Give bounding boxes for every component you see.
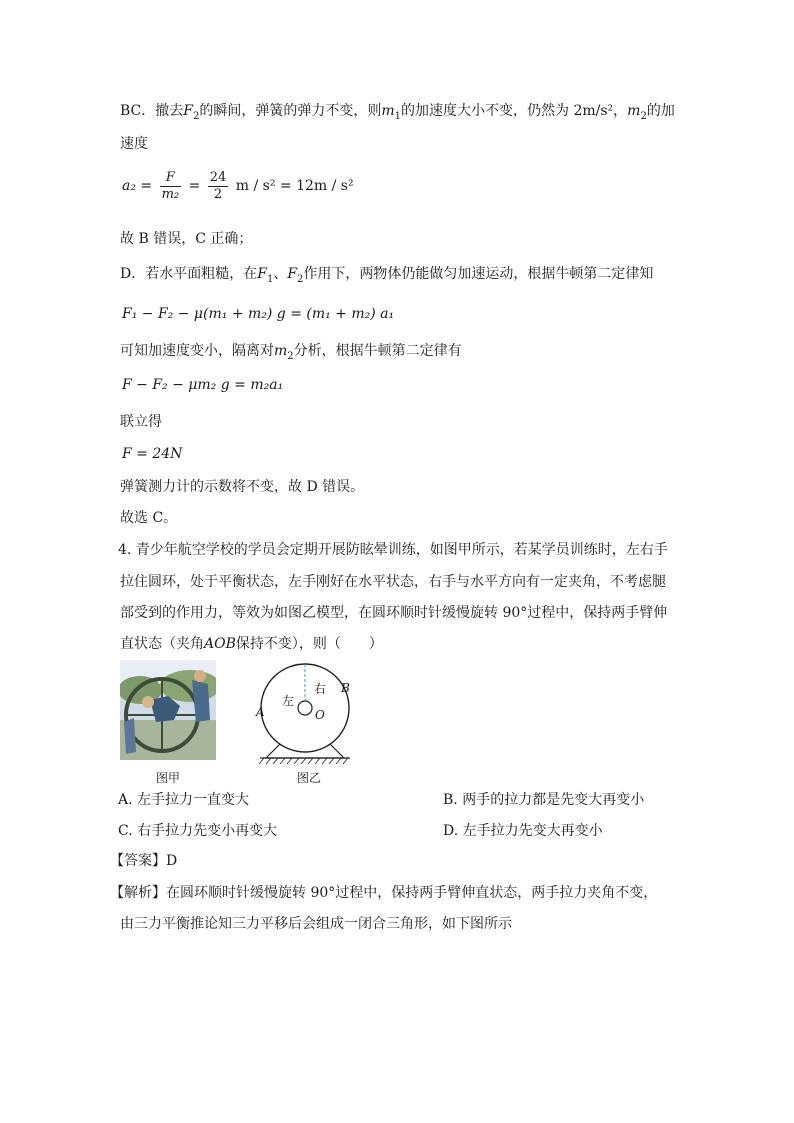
denominator: m₂: [161, 186, 180, 202]
subscript: 2: [192, 110, 200, 122]
bc-line-2: 速度: [120, 136, 148, 152]
symbol-m: m: [627, 103, 641, 119]
ground-hatch: [259, 758, 348, 764]
subscript: 1: [394, 110, 402, 122]
option-d[interactable]: D. 左手拉力先变大再变小: [443, 823, 603, 839]
q4-line-1: 4. 青少年航空学校的学员会定期开展防眩晕训练，如图甲所示，若某学员训练时，左右手: [118, 542, 668, 558]
symbol-F: F: [183, 103, 193, 119]
numerator: F: [160, 170, 182, 187]
lianli-text: 联立得: [120, 414, 162, 430]
denominator: 2: [213, 186, 223, 202]
d-conclusion: 弹簧测力计的示数将不变，故 D 错误。: [120, 479, 365, 495]
label-O: O: [315, 708, 325, 722]
answer-value: D: [166, 853, 178, 869]
text: 的加: [646, 103, 675, 119]
figure-jia-caption: 图甲: [156, 771, 181, 785]
q4-line-2: 拉住圆环，处于平衡状态，左手刚好在水平状态，右手与水平方向有一定夹角，不考虑腿: [120, 574, 666, 590]
equation-d2: F − F₂ − μm₂ g = m₂a₁: [122, 377, 284, 393]
d-line-1: [120, 264, 653, 290]
subscript: 2: [640, 110, 647, 122]
option-b[interactable]: B. 两手的拉力都是先变大再变小: [443, 792, 645, 808]
symbol-F: F: [257, 266, 267, 282]
text: 的加速度大小不变，仍然为 2m/s²，: [401, 103, 628, 119]
angle-label: AOB: [204, 636, 236, 652]
equation-d3: F = 24N: [122, 446, 183, 462]
label-A: A: [256, 705, 265, 719]
symbol-m: m: [381, 103, 395, 119]
text: BC．撤去: [120, 103, 184, 119]
text: 保持不变），则（ ）: [235, 636, 383, 652]
option-c[interactable]: C. 右手拉力先变小再变大: [118, 823, 278, 839]
analysis-label: 【解析】: [110, 885, 166, 901]
analysis-line-1: [110, 883, 657, 903]
bc-conclusion: 故 B 错误，C 正确；: [120, 231, 253, 247]
fraction-F-over-m2: [160, 170, 182, 203]
training-photo-icon: [120, 660, 216, 760]
answer-line: [110, 851, 177, 871]
text: D．若水平面粗糙，在: [120, 266, 258, 282]
analysis-line-2: 由三力平衡推论知三力平移后会组成一闭合三角形，如下图所示: [120, 916, 512, 932]
label-left: 左: [282, 694, 295, 708]
subscript: 2: [297, 273, 304, 285]
answer-label: 【答案】: [110, 853, 166, 869]
figure-yi-diagram: [252, 662, 358, 768]
d-line-2: [120, 341, 462, 367]
q4-line-4: [120, 634, 383, 654]
text: 作用下，两物体仍能做匀加速运动，根据牛顿第二定律知: [303, 266, 654, 282]
equation-a2: a₂ = $\frac{F}{\text{m₂}}$ = $\frac{24}{2}$ m / s² = 12m / s²: [122, 169, 354, 202]
text: 直状态（夹角: [120, 636, 204, 652]
subscript: 2: [287, 350, 294, 362]
label-right: 右: [314, 682, 327, 696]
figure-jia-photo: [120, 660, 216, 760]
numerator: 24: [209, 169, 227, 185]
inner-hub: [298, 701, 312, 715]
eq-tail: m / s² = 12m / s²: [235, 178, 354, 194]
text: 可知加速度变小，隔离对: [120, 343, 274, 359]
final-choice: 故选 C。: [120, 510, 178, 526]
label-B: B: [341, 681, 350, 695]
symbol-m: m: [274, 343, 288, 359]
text: 的瞬间，弹簧的弹力不变，则: [199, 103, 382, 119]
subscript: 1: [266, 273, 274, 285]
equation-d1: F₁ − F₂ − μ(m₁ + m₂) g = (m₁ + m₂) a₁: [122, 306, 395, 322]
text: 分析，根据牛顿第二定律有: [293, 343, 462, 359]
analysis-text: 在圆环顺时针缓慢旋转 90°过程中，保持两手臂伸直状态，两手拉力夹角不变，: [166, 885, 658, 901]
symbol-F: F: [287, 266, 298, 282]
eq-lhs: a₂ =: [122, 178, 153, 194]
separator: 、: [273, 266, 288, 282]
option-a[interactable]: A. 左手拉力一直变大: [118, 792, 250, 808]
figure-yi-caption: 图乙: [297, 771, 322, 785]
q4-line-3: 部受到的作用力，等效为如图乙模型，在圆环顺时针缓慢旋转 90°过程中，保持两手臂伸: [120, 605, 668, 621]
bc-line-1: [120, 101, 675, 127]
fraction-24-over-2: [208, 170, 229, 203]
